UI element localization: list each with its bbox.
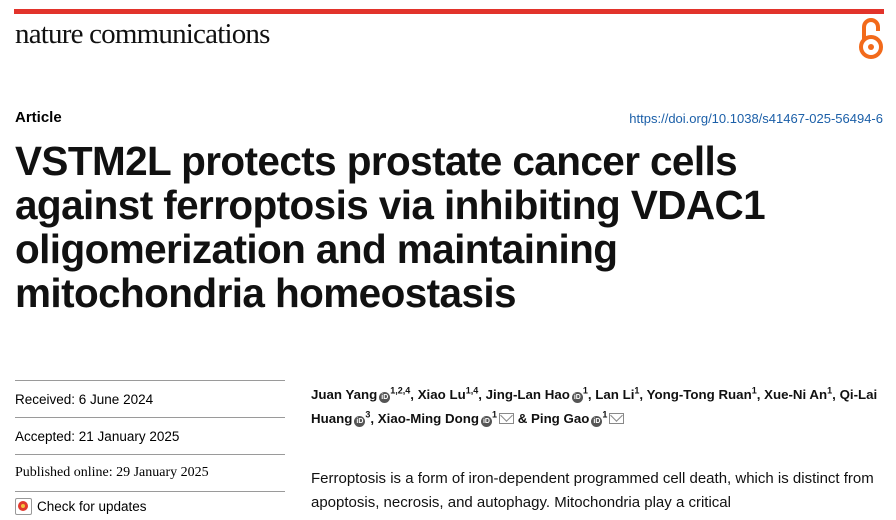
accepted-date: Accepted: 21 January 2025 [15, 417, 285, 454]
article-metadata [15, 380, 285, 520]
author-separator: , [756, 387, 765, 402]
author[interactable] [378, 411, 514, 426]
author[interactable] [418, 387, 479, 402]
email-icon[interactable] [499, 413, 514, 424]
orcid-icon[interactable]: iD [593, 418, 601, 425]
journal-name: nature communications [15, 18, 270, 50]
author-name: Qi-Lai Huang [311, 387, 878, 426]
check-for-updates-label: Check for updates [37, 498, 147, 514]
abstract: Ferroptosis is a form of iron-dependent programmed cell death, which is distinct from apoptosis, necrosis, and autophagy. Mitochondria play a critical [311, 470, 874, 511]
author[interactable] [764, 387, 832, 402]
author-list [311, 383, 891, 431]
author-name: Xiao-Ming Dong [377, 411, 479, 426]
author-name: Juan Yang [311, 387, 378, 402]
author-affiliation: 1 [751, 385, 757, 396]
author-name: Xue-Ni An [764, 387, 828, 402]
crossmark-icon [15, 498, 32, 515]
author[interactable] [486, 387, 588, 402]
orcid-icon[interactable]: iD [381, 394, 389, 401]
author[interactable] [311, 387, 410, 402]
author-affiliation: 1 [827, 385, 833, 396]
check-for-updates[interactable] [15, 491, 285, 520]
author-separator: , [478, 387, 486, 402]
author-separator: , [587, 387, 596, 402]
author-separator: , [832, 387, 840, 402]
author[interactable] [647, 387, 757, 402]
doi-link[interactable]: https://doi.org/10.1038/s41467-025-56494-6 [629, 111, 883, 126]
author-name: Jing-Lan Hao [485, 387, 570, 402]
email-icon[interactable] [609, 413, 624, 424]
author-affiliation: 1 [634, 385, 640, 396]
orcid-icon[interactable]: iD [573, 394, 581, 401]
article-type: Article [15, 109, 62, 126]
author-affiliation: 1 [602, 409, 608, 420]
author-conjunction: & [517, 411, 531, 426]
journal-accent-bar [14, 9, 884, 14]
author-name: Ping Gao [531, 411, 590, 426]
author-name: Xiao Lu [417, 387, 466, 402]
author[interactable] [518, 411, 625, 426]
open-access-icon [857, 17, 885, 61]
orcid-icon[interactable]: iD [482, 418, 490, 425]
received-date: Received: 6 June 2024 [15, 380, 285, 417]
published-date: Published online: 29 January 2025 [15, 454, 285, 491]
author-affiliation: 1 [582, 385, 588, 396]
author-affiliation: 1 [491, 409, 497, 420]
author-affiliation: 1,4 [465, 385, 479, 396]
author[interactable] [595, 387, 639, 402]
author-name: Yong-Tong Ruan [646, 387, 752, 402]
author-affiliation: 3 [365, 409, 371, 420]
author-affiliation: 1,2,4 [390, 385, 411, 396]
author-separator: , [370, 411, 378, 426]
author-separator: , [639, 387, 647, 402]
article-title: VSTM2L protects prostate cancer cells against ferroptosis via inhibiting VDAC1 oligomerization and maintaining mitochondria homeostasis [15, 138, 766, 316]
author-name: Lan Li [595, 387, 635, 402]
orcid-icon[interactable]: iD [356, 418, 364, 425]
author-separator: , [410, 387, 418, 402]
